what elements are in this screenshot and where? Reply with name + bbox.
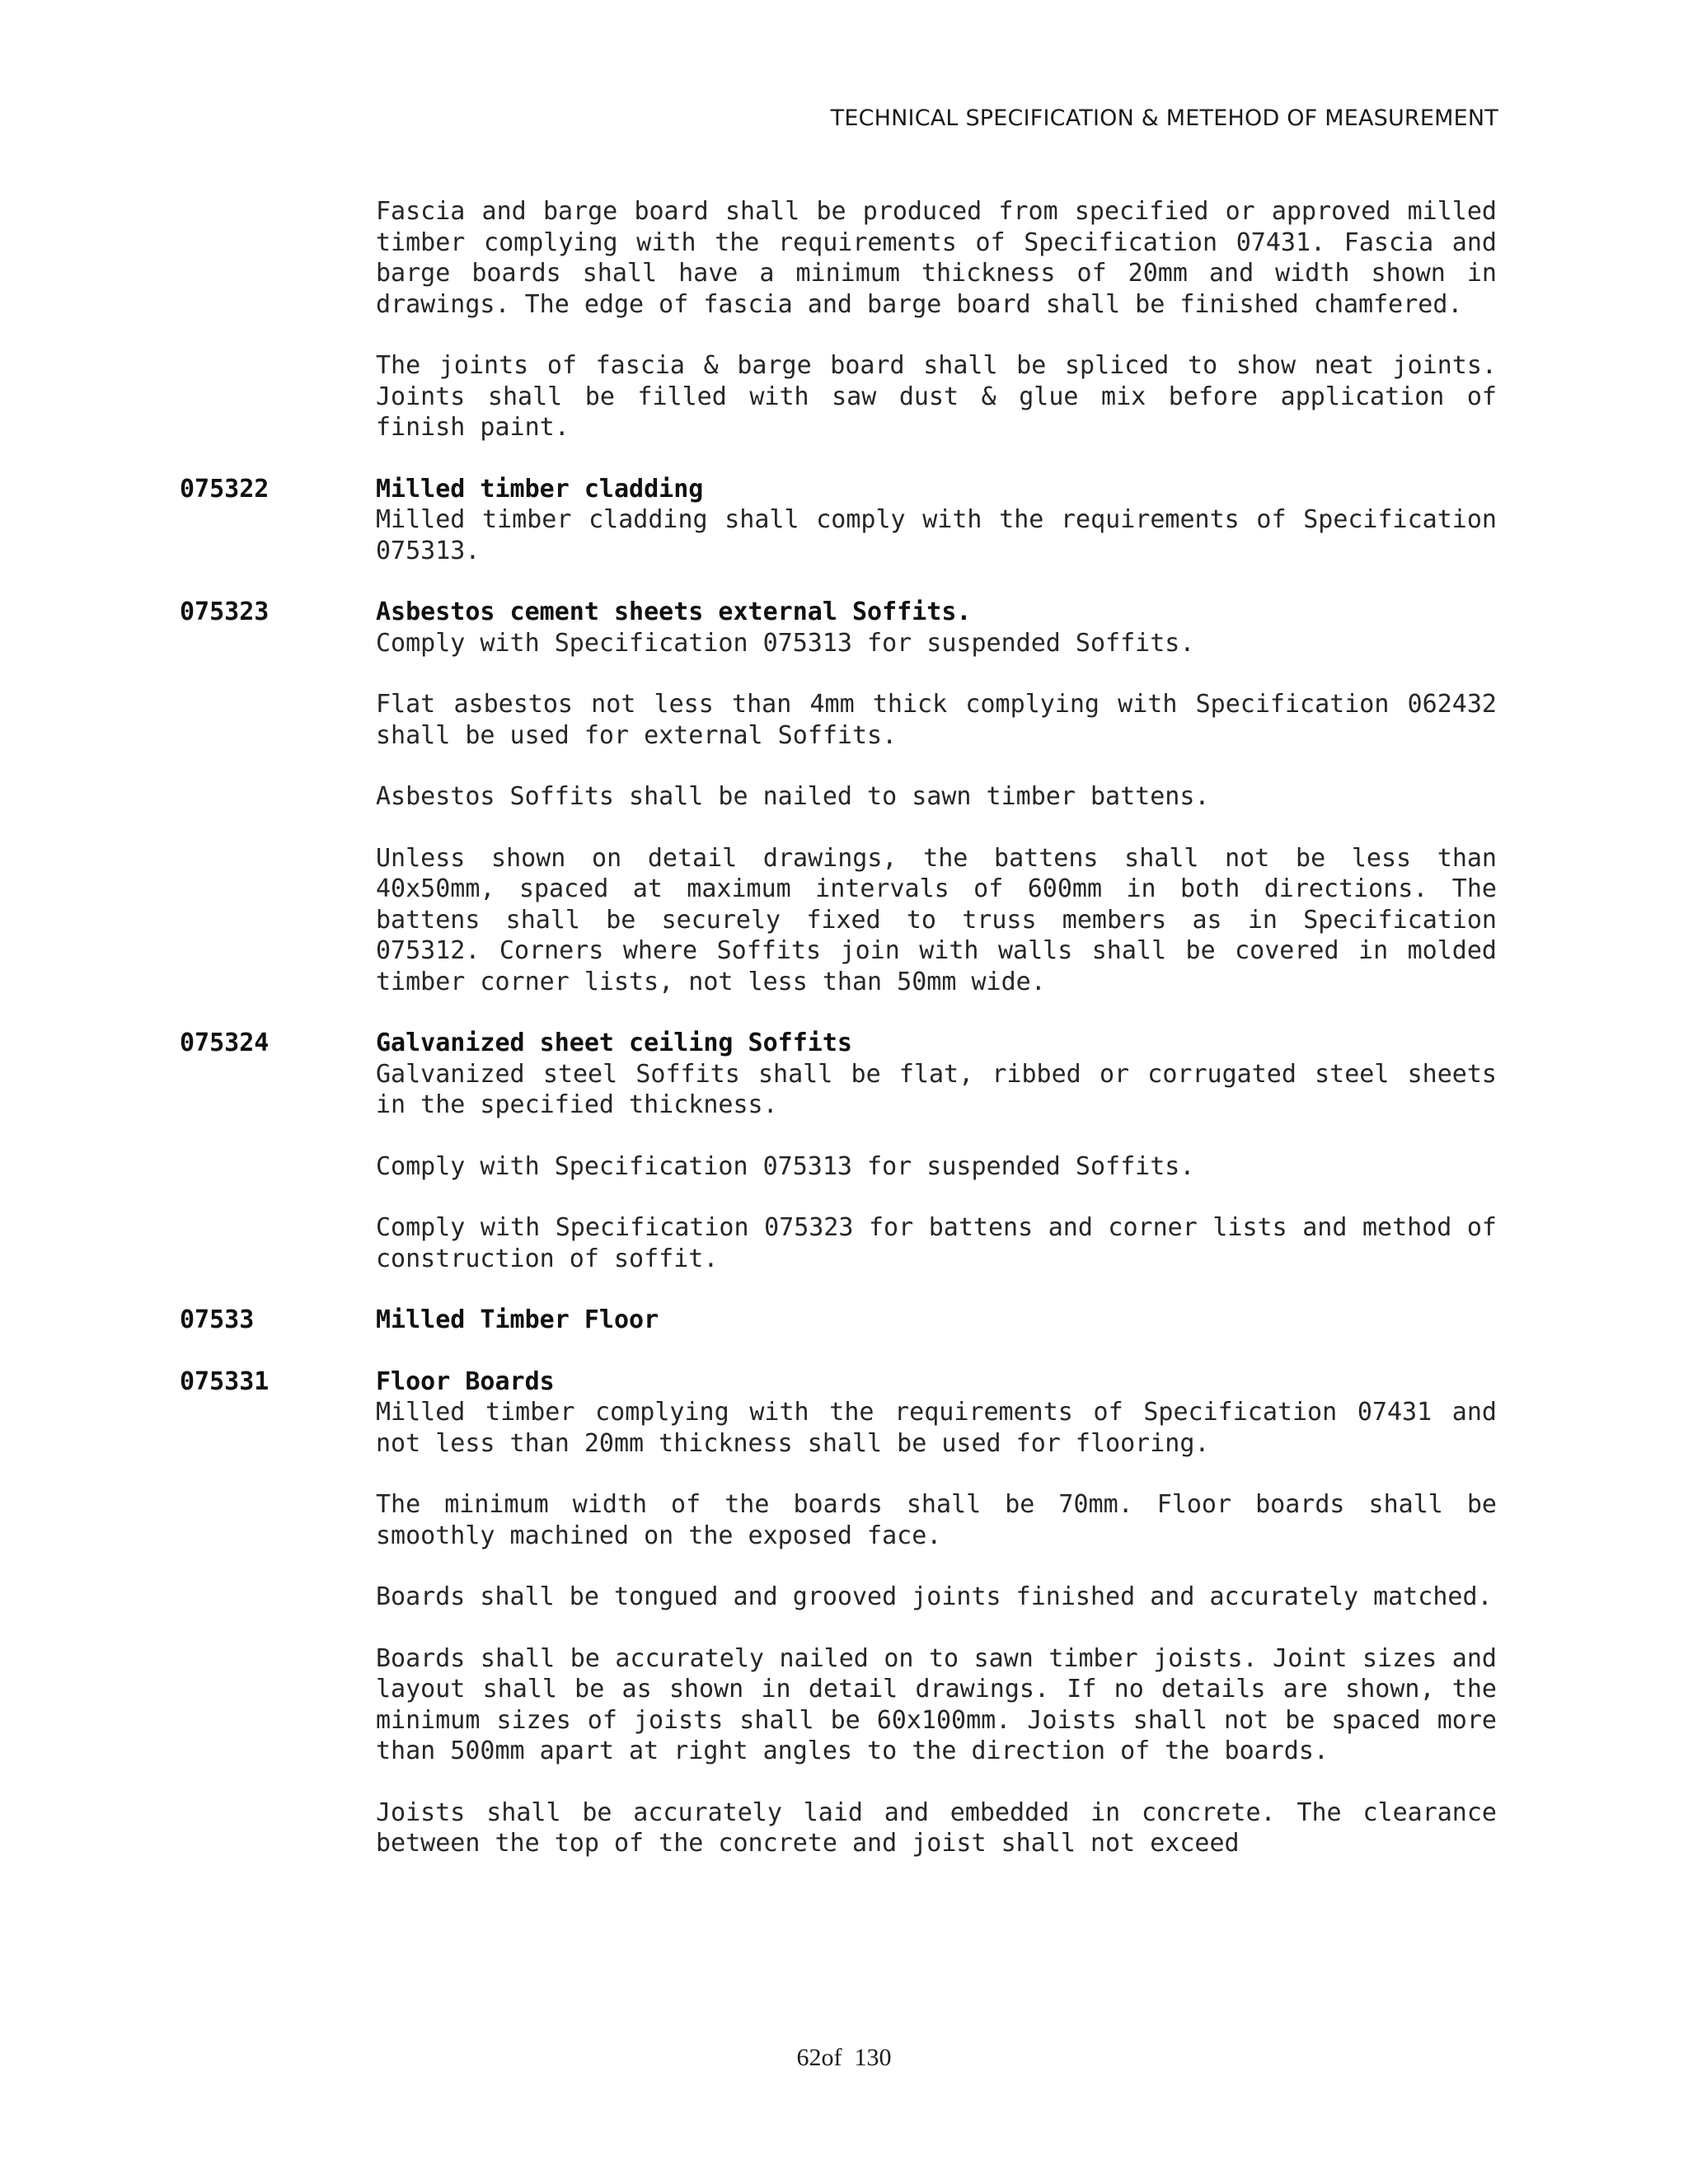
page-of: of: [821, 2044, 842, 2071]
section-075323: [180, 597, 1498, 658]
section-code: 075331: [180, 1366, 270, 1396]
section-07533: [180, 1305, 1498, 1336]
section-paragraph: Comply with Specification 075323 for battens and corner lists and method of construction of soffit.: [376, 1213, 1497, 1273]
section-code: 07533: [180, 1305, 255, 1334]
section-paragraph: Asbestos Soffits shall be nailed to sawn timber battens.: [376, 782, 1210, 811]
section-title: Milled Timber Floor: [376, 1305, 659, 1334]
section-code: 075323: [180, 598, 270, 626]
section-title: Galvanized sheet ceiling Soffits: [376, 1029, 852, 1057]
page-number: [0, 2044, 1688, 2072]
section-title: Asbestos cement sheets external Soffits.: [376, 598, 972, 626]
intro-paragraph-joints: The joints of fascia & barge board shall be spliced to show neat joints. Joints shall be filled with saw dust & glue mix before application of finish paint.: [376, 351, 1497, 442]
section-paragraph: Comply with Specification 075313 for suspended Soffits.: [376, 1151, 1195, 1181]
page-total: 130: [854, 2044, 892, 2071]
section-paragraph: Galvanized steel Soffits shall be flat, ribbed or corrugated steel sheets in the specified thickness.: [376, 1059, 1497, 1119]
section-code: 075322: [180, 474, 270, 504]
section-paragraph: Flat asbestos not less than 4mm thick complying with Specification 062432 shall be used for external Soffits.: [376, 690, 1497, 750]
section-paragraph: The minimum width of the boards shall be 70mm. Floor boards shall be smoothly machined on the exposed face.: [376, 1490, 1497, 1550]
section-title: Floor Boards: [376, 1366, 555, 1396]
section-paragraph: Milled timber complying with the requirements of Specification 07431 and not less than 20mm thickness shall be used for flooring.: [376, 1398, 1497, 1458]
section-paragraph: Joists shall be accurately laid and embedded in concrete. The clearance between the top of the concrete and joist shall not exceed: [376, 1797, 1497, 1858]
page-current: 62: [796, 2044, 822, 2071]
section-title: Milled timber cladding: [376, 474, 704, 504]
section-paragraph: Milled timber cladding shall comply with the requirements of Specification 075313.: [376, 505, 1497, 565]
intro-paragraph-fascia: Fascia and barge board shall be produced from specified or approved milled timber complying with the requirements of Specification 07431. Fascia and barge boards shall have a minimum thickness of 20mm and width shown in drawings. The edge of fascia and barge board shall be finished chamfered.: [376, 197, 1497, 319]
section-paragraph: Boards shall be tongued and grooved joints finished and accurately matched.: [376, 1582, 1493, 1611]
section-paragraph: Comply with Specification 075313 for suspended Soffits.: [376, 628, 1195, 658]
section-075322: [180, 474, 1498, 567]
document-body: [180, 196, 1498, 1859]
section-paragraph: Unless shown on detail drawings, the battens shall not be less than 40x50mm, spaced at maximum intervals of 600mm in both directions. The battens shall be securely fixed to truss members as in Specification 075312. Corners where Soffits join with walls shall be covered in molded timber corner lists, not less than 50mm wide.: [376, 843, 1497, 996]
document-header: TECHNICAL SPECIFICATION & METEHOD OF MEASUREMENT: [830, 105, 1498, 131]
section-075324: [180, 1028, 1498, 1121]
section-paragraph: Boards shall be accurately nailed on to sawn timber joists. Joint sizes and layout shall be as shown in detail drawings. If no details are shown, the minimum sizes of joists shall be 60x100mm. Joists shall not be spaced more than 500mm apart at right angles to the direction of the boards.: [376, 1643, 1497, 1765]
section-code: 075324: [180, 1029, 270, 1057]
section-075331: [180, 1366, 1498, 1460]
